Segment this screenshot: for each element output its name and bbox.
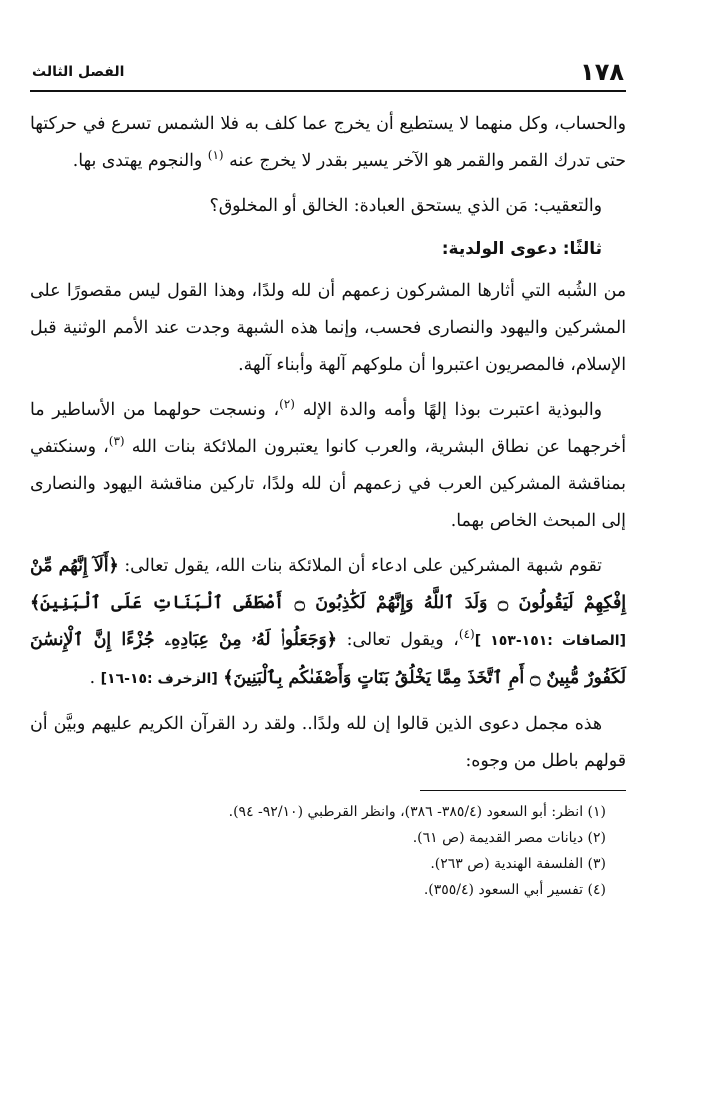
footnote-mark-2: (٢) bbox=[279, 397, 295, 412]
paragraph-5 bbox=[30, 548, 626, 698]
paragraph-4 bbox=[30, 392, 626, 540]
book-page bbox=[30, 0, 626, 1094]
footnote-3: (٣) الفلسفة الهندية (ص ٢٦٣). bbox=[430, 856, 606, 872]
page-number: ١٧٨ bbox=[580, 58, 624, 86]
paragraph-4-text-c: ، وسنكتفي بمناقشة المشركين العرب في زعمهم أن لله ولدًا، تاركين مناقشة اليهود والنصارى إلى المبحث الخاص بهما. bbox=[30, 437, 626, 531]
page-body bbox=[30, 106, 626, 903]
paragraph-1-text: والحساب، وكل منهما لا يستطيع أن يخرج عما كلف به فلا الشمس تسرع في حركتها حتى تدرك القمر والقمر هو الآخر يسير بقدر لا يخرج عنه bbox=[30, 114, 626, 171]
quran-verse-1: ﴿أَلَآ إِنَّهُم مِّنْ إِفْكِهِمْ لَيَقُولُونَ ۝ وَلَدَ ٱللَّهُ وَإِنَّهُمْ لَكَٰذِبُونَ ۝ أَصْطَفَى ٱلْبَنَاتِ عَلَى ٱلْبَنِينَ﴾ bbox=[30, 556, 627, 613]
footnote-2: (٢) ديانات مصر القديمة (ص ٦١). bbox=[412, 830, 606, 846]
footnote-mark-4: (٤) bbox=[458, 627, 475, 642]
header-divider bbox=[30, 90, 626, 92]
paragraph-3: من الشُبه التي أثارها المشركون زعمهم أن لله ولدًا، وهذا القول ليس مقصورًا على المشركين واليهود والنصارى فحسب، وإنما هذه الشبهة وجدت عند الأمم الوثنية قبل الإسلام، فالمصريون اعتبروا أن ملوكهم آلهة وأبناء آلهة. bbox=[30, 281, 626, 375]
section-heading: ثالثًا: دعوى الولدية: bbox=[441, 239, 602, 259]
footnote-1: (١) انظر: أبو السعود (٣٨٥/٤- ٣٨٦)، وانظر القرطبي (٩٢/١٠- ٩٤). bbox=[228, 804, 606, 820]
footnote-mark-1: (١) bbox=[207, 148, 224, 163]
paragraph-2: والتعقيب: مَن الذي يستحق العبادة: الخالق أو المخلوق؟ bbox=[209, 196, 602, 216]
quran-verse-2: ﴿وَجَعَلُوا۟ لَهُۥ مِنْ عِبَادِهِۦ جُزْءًا إِنَّ ٱلْإِنسَٰنَ لَكَفُورٌ مُّبِينٌ ۝ أَمِ ٱتَّخَذَ مِمَّا يَخْلُقُ بَنَاتٍ وَأَصْفَىٰكُم بِٱلْبَنِينَ﴾ bbox=[30, 630, 626, 688]
footnote-4: (٤) تفسير أبي السعود (٣٥٥/٤). bbox=[423, 882, 606, 898]
paragraph-5-text-b: ، ويقول تعالى: bbox=[346, 630, 459, 650]
paragraph-4-text-b: ، ونسجت حولهما من الأساطير ما أخرجهما عن نطاق البشرية، والعرب كانوا يعتبرون الملائكة بنات الله bbox=[30, 400, 627, 457]
paragraph-1 bbox=[30, 106, 626, 180]
page-header bbox=[30, 58, 626, 88]
chapter-title: الفصل الثالث bbox=[32, 64, 125, 80]
paragraph-4-text-a: والبوذية اعتبرت بوذا إلهًا وأمه والدة الإله bbox=[302, 400, 602, 420]
paragraph-1-end: والنجوم يهتدى بها. bbox=[72, 151, 203, 171]
paragraph-6: هذه مجمل دعوى الذين قالوا إن لله ولدًا.. ولقد رد القرآن الكريم عليهم وبيَّن أن قولهم باطل من وجوه: bbox=[30, 714, 626, 771]
verse-reference-1: [الصافات :١٥١-١٥٣ ] bbox=[474, 633, 626, 649]
paragraph-5-end: . bbox=[89, 668, 101, 688]
footnote-divider bbox=[420, 790, 626, 791]
footnote-mark-3: (٣) bbox=[108, 434, 125, 449]
verse-reference-2: [الزخرف :١٥-١٦] bbox=[100, 671, 218, 687]
footnotes bbox=[30, 799, 626, 903]
paragraph-5-text-a: تقوم شبهة المشركين على ادعاء أن الملائكة بنات الله، يقول تعالى: bbox=[124, 556, 602, 576]
